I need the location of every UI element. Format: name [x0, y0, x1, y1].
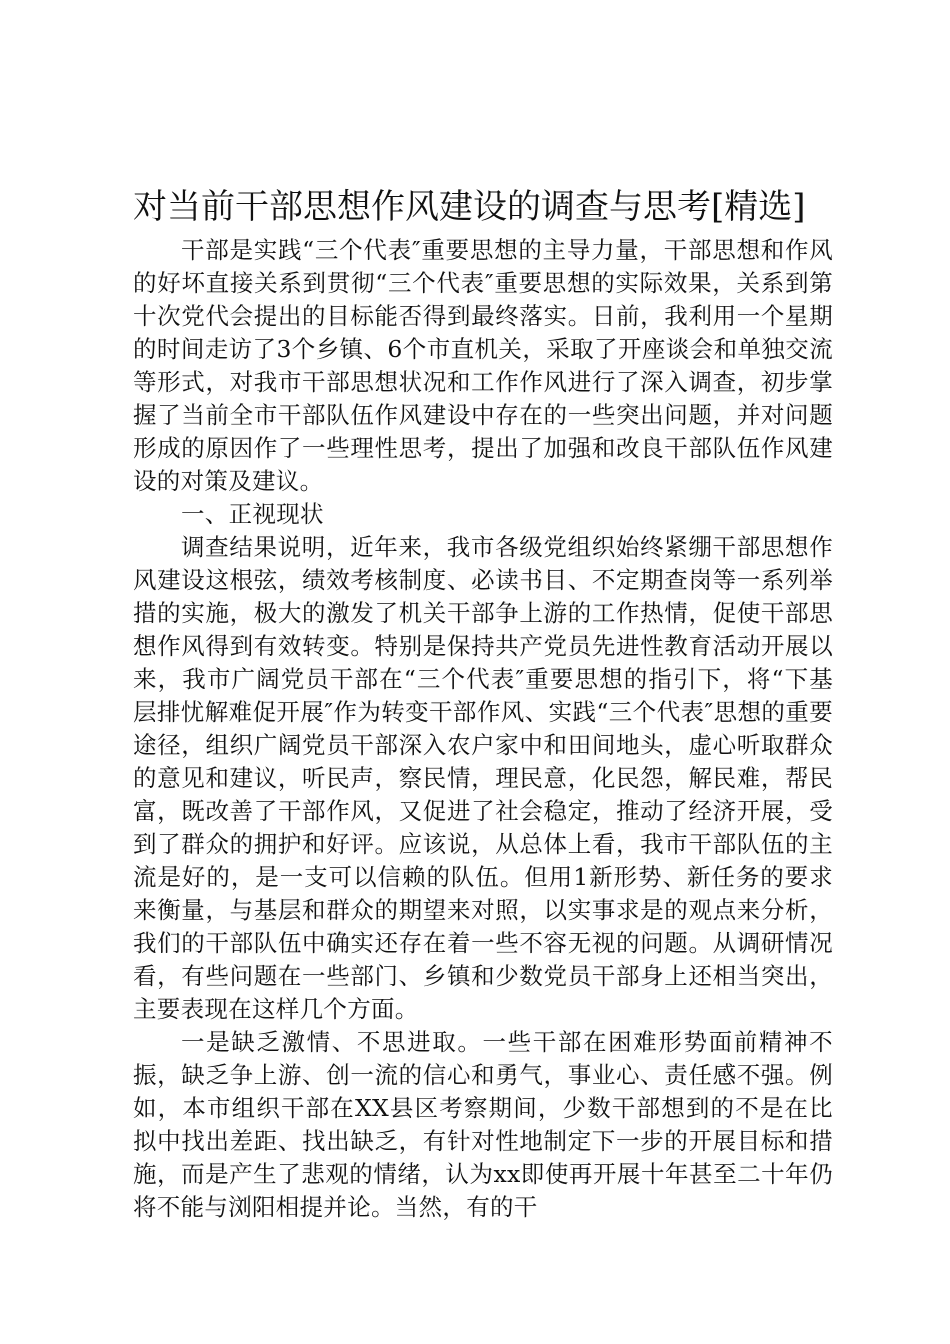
paragraph-intro: 干部是实践“三个代表″重要思想的主导力量，干部思想和作风的好坏直接关系到贯彻“三个代表″重要思想的实际效果，关系到第十次党代会提出的目标能否得到最终落实。日前，我利用一个星期的时间走访了3个乡镇、6个市直机关，采取了开座谈会和单独交流等形式，对我市干部思想状况和工作作风进行了深入调查，初步掌握了当前全市干部队伍作风建设中存在的一些突出问题，并对问题形成的原因作了一些理性思考，提出了加强和改良干部队伍作风建设的对策及建议。 — [133, 236, 833, 495]
document-body — [133, 234, 833, 1224]
paragraph-problem-one: 一是缺乏激情、不思进取。一些干部在困难形势面前精神不振，缺乏争上游、创一流的信心和勇气，事业心、责任感不强。例如，本市组织干部在XX县区考察期间，少数干部想到的不是在比拟中找出差距、找出缺乏，有针对性地制定下一步的开展目标和措施，而是产生了悲观的情绪，认为xx即使再开展十年甚至二十年仍将不能与浏阳相提并论。当然，有的干 — [133, 1028, 833, 1221]
paragraph-survey-results: 调查结果说明，近年来，我市各级党组织始终紧绷干部思想作风建设这根弦，绩效考核制度、必读书目、不定期查岗等一系列举措的实施，极大的激发了机关干部争上游的工作热情，促使干部思想作风得到有效转变。特别是保持共产党员先进性教育活动开展以来，我市广阔党员干部在“三个代表″重要思想的指引下，将“下基层排忧解难促开展″作为转变干部作风、实践“三个代表″思想的重要途径，组织广阔党员干部深入农户家中和田间地头，虚心听取群众的意见和建议，听民声，察民情，理民意，化民怨，解民难，帮民富，既改善了干部作风，又促进了社会稳定，推动了经济开展，受到了群众的拥护和好评。应该说，从总体上看，我市干部队伍的主流是好的，是一支可以信赖的队伍。但用1新形势、新任务的要求来衡量，与基层和群众的期望来对照，以实事求是的观点来分析，我们的干部队伍中确实还存在着一些不容无视的问题。从调研情况看，有些问题在一些部门、乡镇和少数党员干部身上还相当突出，主要表现在这样几个方面。 — [133, 533, 833, 1023]
section-heading: 一、正视现状 — [181, 500, 324, 528]
document-title: 对当前干部思想作风建设的调查与思考[精选] — [133, 187, 806, 227]
